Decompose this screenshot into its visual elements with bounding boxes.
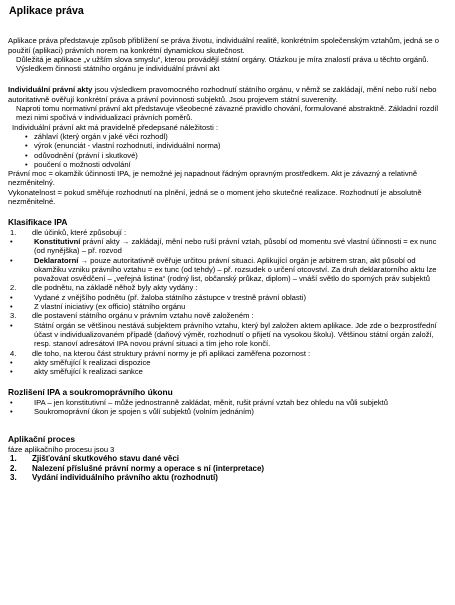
proces-step-2: 2. Nalezení příslušné právní normy a operace s ní (interpretace)	[10, 463, 265, 473]
list-item: • akty směřující k realizaci dispozice	[8, 358, 447, 367]
deklaratorni-label: Deklaratorní	[34, 255, 79, 265]
list-item: • Státní orgán se většinou nestává subjektem právního vztahu, který byl založen aktem aplikace. Jde zde o bezprostřední účast v individualizovaném případě (daňový výměr, rozhodnutí o přijetí na vysokou školu). Většinou státní orgán založí, resp. stanoví adresátovi IPA novou právní situaci a tím jeho role končí.	[8, 321, 447, 349]
proces-step-1: 1. Zjišťování skutkového stavu dané věci	[10, 453, 179, 463]
proces-step-1-text: Zjišťování skutkového stavu dané věci	[32, 453, 179, 463]
proces-step-3-text: Vydání individuálního právního aktu (rozhodnutí)	[32, 473, 218, 483]
intro-paragraph-3: Výsledkem činnosti státního orgánu je individuální právní akt	[16, 64, 220, 74]
proces-step-2-text: Nalezení příslušné právní normy a operace s ní (interpretace)	[32, 463, 265, 473]
proces-step-3: 3. Vydání individuálního právního aktu (rozhodnutí)	[10, 473, 218, 483]
klasifikace-item-1: 1. dle účinků, které způsobují :	[10, 227, 127, 237]
klasifikace-item-3-text: dle postavení státního orgánu v právním vztahu nově založeném :	[32, 311, 254, 321]
proces-steps	[8, 454, 447, 483]
ipa-paragraph-1: Naproti tomu normativní právní akt představuje všeobecné závazné pravidlo chování, formulované abstraktně. Základní rozdíl mezi nimi spočívá v individualizaci právních poměrů.	[16, 104, 439, 123]
ipa-requirements-list	[8, 132, 447, 169]
konstitutivni-text: právní akty → zakládají, mění nebo ruší právní vztah, působí od momentu své vlastní účinnosti = ex nunc (od nynějška) – př. rozvod	[34, 236, 437, 256]
rozliseni-heading: Rozlišení IPA a soukromoprávního úkonu	[8, 387, 173, 398]
list-item: • IPA – jen konstitutivní – může jednostranně zakládat, měnit, rušit právní vztah bez ohledu na vůli subjektů	[8, 398, 447, 407]
klasifikace-item-2: 2. dle podnětu, na základě něhož byly akty vydány :	[10, 283, 198, 293]
konstitutivni-item	[8, 237, 447, 256]
klasifikace-item-3: 3. dle postavení státního orgánu v právním vztahu nově založeném :	[10, 311, 254, 321]
list-item: • odůvodnění (právní i skutkové)	[8, 151, 447, 160]
pravni-moc: Právní moc = okamžik účinnosti IPA, je nemožné jej napadnout řádným opravným prostředkem. Akt je závazný a relativně nezměnitelný.	[8, 169, 418, 188]
list-item: • Soukromoprávní úkon je spojen s vůlí subjektů (volním jednáním)	[8, 407, 447, 416]
intro-paragraph-2: Důležitá je aplikace „v užším slova smyslu“, kterou provádějí státní orgány. Otázkou je míra znalostí práva u těchto orgánů.	[16, 54, 429, 64]
ipa-definition-text: jsou výsledkem pravomocného rozhodnutí státního orgánu, v němž se zakládají, mění nebo ruší nebo autoritativně ověřují konkrétní práva a právní povinnosti subjektů. Jsou projevem státní suverenity.	[8, 85, 437, 104]
list-item: • Vydané z vnějšího podnětu (př. žaloba státního zástupce v trestně právní oblasti)	[8, 293, 447, 302]
list-item: • poučení o možnosti odvolání	[8, 160, 447, 169]
proces-heading: Aplikační proces	[8, 434, 76, 445]
vykonatelnost: Vykonatelnost = pokud směřuje rozhodnutí na plnění, jedná se o moment jeho skutečné realizace. Rozhodnutí je absolutně nezměnitelné.	[8, 187, 422, 207]
list-item: • akty směřující k realizaci sankce	[8, 367, 447, 376]
deklaratorni-item	[8, 256, 447, 284]
klasifikace-item-1-text: dle účinků, které způsobují :	[32, 227, 127, 237]
intro-paragraph-1: Aplikace práva představuje způsob přiblížení se práva životu, individuální realitě, konkrétním společenským vztahům, jedná se o použití (aplikaci) právních norem na konkrétní dynamickou skutečnost.	[8, 36, 439, 55]
list-item: • záhlaví (který orgán v jaké věci rozhodl)	[8, 132, 447, 141]
list-item: • výrok (enunciát - vlastní rozhodnutí, individuální norma)	[8, 141, 447, 150]
deklaratorni-text: → pouze autoritativně ověřuje určitou právní situaci. Aplikující orgán je arbitrem stran, akt působí od okamžiku vzniku právního vztahu = ex tunc (od tehdy) – př. rozsudek o určení otcovství. Za druh deklaratorního aktu lze považovat osvědčení – „veřejná listina“ (rodný list, občanský průkaz, diplom) – vnáší světlo do sporných práv subjektů	[34, 255, 437, 284]
klasifikace-heading: Klasifikace IPA	[8, 217, 68, 228]
proces-subtitle: fáze aplikačního procesu jsou 3	[8, 444, 115, 454]
document-title: Aplikace práva	[9, 5, 84, 17]
list-item: • Z vlastní iniciativy (ex officio) státního orgánu	[8, 302, 447, 311]
klasifikace-item-2-text: dle podnětu, na základě něhož byly akty vydány :	[32, 283, 198, 293]
klasifikace-item-4-text: dle toho, na kterou část struktury právní normy je při aplikaci zaměřena pozornost :	[32, 348, 311, 358]
ipa-heading: Individuální právní akty	[8, 85, 93, 95]
konstitutivni-label: Konstitutivní	[34, 236, 81, 246]
ipa-paragraph-2: Individuální právní akt má pravidelně předepsané náležitosti :	[12, 122, 218, 132]
klasifikace-item-4: 4. dle toho, na kterou část struktury právní normy je při aplikaci zaměřena pozornost :	[10, 348, 311, 358]
ipa-definition	[8, 85, 447, 104]
